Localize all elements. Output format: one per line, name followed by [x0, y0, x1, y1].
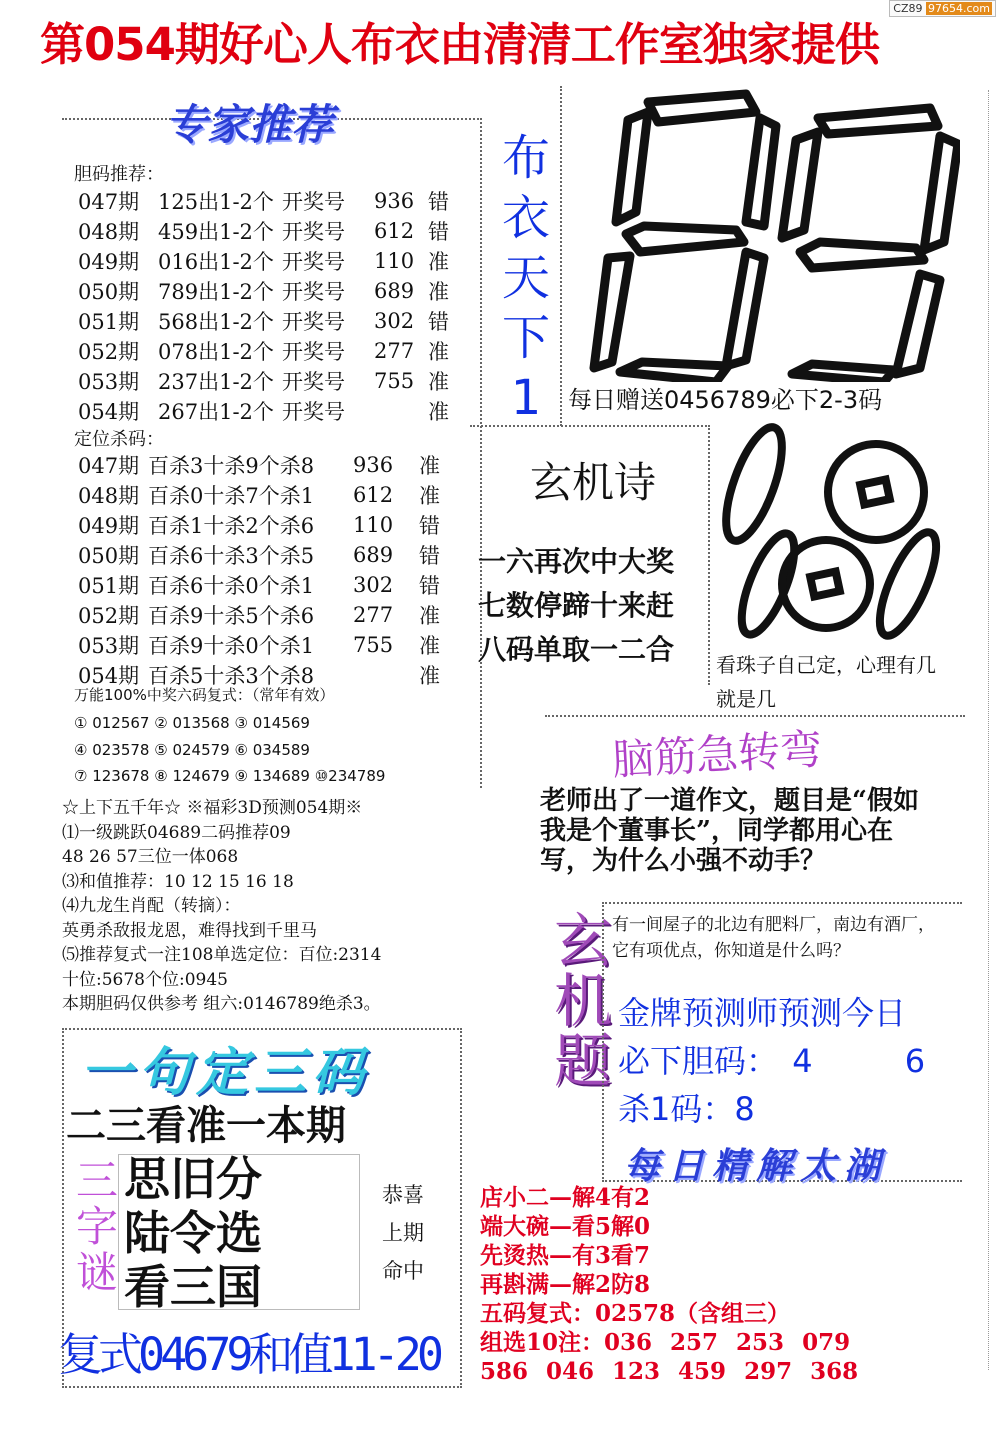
prediction-cell: 053期: [78, 370, 140, 394]
congrats-line: 上期: [382, 1221, 424, 1245]
taihu-wuma: 五码复式：02578（含组三）: [480, 1300, 791, 1327]
zuxuan-values: 586 046 123 459 297 368: [480, 1358, 859, 1385]
prediction-cell: 612: [353, 483, 394, 507]
prediction-cell: 准: [428, 250, 449, 274]
prediction-cell: 568出1-2个: [158, 310, 274, 334]
prediction-row: [78, 396, 468, 426]
sha-value: 8: [734, 1090, 755, 1128]
prediction-cell: 110: [353, 513, 394, 537]
prediction-cell: 开奖号: [282, 340, 345, 364]
prediction-cell: 开奖号: [282, 220, 345, 244]
digits-89-graphic: [560, 82, 960, 382]
prediction-cell: 百杀5十杀3个杀8: [148, 664, 315, 688]
prediction-cell: 百杀9十杀0个杀1: [148, 634, 315, 658]
prediction-cell: 错: [419, 544, 440, 568]
poem-line: 一六再次中大奖: [478, 545, 675, 578]
taihu-line: 先烫热—有3看7: [480, 1242, 651, 1269]
prediction-cell: 048期: [78, 484, 140, 508]
prediction-cell: 百杀9十杀5个杀6: [148, 604, 315, 628]
gold-title: 金牌预测师预测今日: [618, 994, 907, 1032]
prediction-cell: 开奖号: [282, 250, 345, 274]
prediction-cell: 准: [419, 454, 440, 478]
prediction-row: [78, 630, 459, 660]
wuqian-line: 本期胆码仅供参考 组六:0146789绝杀3。: [62, 994, 381, 1014]
wanneng-label: 万能100%中奖六码复式：（常年有效）: [74, 686, 335, 704]
bead-long: [715, 421, 794, 547]
prediction-row: [78, 600, 459, 630]
xuanji-ti-text: 有一间屋子的北边有肥料厂，南边有酒厂，它有项优点，你知道是什么吗？: [612, 915, 935, 961]
prediction-cell: 开奖号: [282, 400, 345, 424]
prediction-cell: 错: [428, 220, 449, 244]
prediction-row: [78, 276, 468, 306]
xuanji-poem-title: 玄机诗: [530, 458, 657, 507]
bead-long: [731, 527, 805, 641]
poem-line: 八码单取一二合: [478, 633, 675, 666]
prediction-cell: 048期: [78, 220, 140, 244]
zuxuan-label: 组选10注：: [480, 1329, 605, 1356]
prediction-cell: 准: [419, 484, 440, 508]
fushi-text: 复式04679和值11-20: [58, 1328, 439, 1381]
prediction-cell: 267出1-2个: [158, 400, 274, 424]
prediction-cell: 错: [419, 514, 440, 538]
prediction-cell: 050期: [78, 544, 140, 568]
bidan-row: [618, 1036, 925, 1082]
site-badge[interactable]: [889, 0, 996, 17]
prediction-cell: 错: [428, 310, 449, 334]
prediction-cell: 047期: [78, 190, 140, 214]
prediction-cell: 277: [353, 603, 394, 627]
beads-graphic: [708, 414, 968, 644]
wuqian-line: ⑴一级跳跃04689二码推荐09: [62, 822, 291, 843]
prediction-cell: 053期: [78, 634, 140, 658]
bidan-value: 6: [904, 1042, 926, 1080]
wanneng-line: ① 012567 ② 013568 ③ 014569: [74, 714, 310, 732]
wuqian-line: ⑸推荐复式一注108单选定位：百位:2314: [62, 945, 382, 965]
prediction-cell: 百杀6十杀0个杀1: [148, 574, 315, 598]
prediction-row: [78, 246, 468, 276]
prediction-cell: 302: [353, 573, 394, 597]
prediction-cell: 277: [374, 339, 415, 363]
prediction-row: [78, 336, 468, 366]
prediction-cell: 237出1-2个: [158, 370, 274, 394]
expert-title: 专家推荐: [165, 100, 334, 149]
prediction-row: [78, 510, 459, 540]
prediction-cell: 准: [428, 280, 449, 304]
wanneng-line: ④ 023578 ⑤ 024579 ⑥ 034589: [74, 740, 310, 759]
prediction-cell: 准: [428, 400, 449, 424]
sanzimi-label: 三字谜: [70, 1158, 119, 1296]
wuqian-line: 48 26 57三位一体068: [62, 847, 239, 867]
digit-9-outline: [782, 108, 958, 382]
congrats-lines: [382, 1176, 424, 1290]
prediction-row: [78, 186, 468, 216]
wuqian-line: ⑷九龙生肖配（转摘）：: [62, 896, 241, 916]
taihu-zuxuan: [480, 1328, 858, 1357]
wuqian-block: [62, 796, 381, 1017]
poem-line: 七数停蹄十来赶: [478, 589, 675, 622]
prediction-cell: 051期: [78, 574, 140, 598]
prediction-cell: 054期: [78, 400, 140, 424]
xuanji-ti-label: 玄机题: [544, 910, 612, 1090]
naojin-title: 脑筋急转弯: [610, 724, 824, 785]
buyi-vertical-text: 布衣天下1: [501, 130, 550, 426]
prediction-cell: 078出1-2个: [158, 340, 274, 364]
zhuzi-note: 看珠子自己定，心理有几就是几: [716, 653, 936, 711]
wanneng-list: [74, 710, 385, 790]
taihu-line: 再斟满—解2防8: [480, 1271, 651, 1298]
dingwei-table: [78, 450, 459, 690]
prediction-cell: 302: [374, 309, 415, 333]
congrats-line: 命中: [382, 1259, 424, 1283]
divider: [560, 86, 562, 426]
prediction-cell: 准: [428, 370, 449, 394]
prediction-cell: 047期: [78, 454, 140, 478]
dingwei-label: 定位杀码：: [74, 429, 164, 450]
wuqian-line: ☆上下五千年☆ ※福彩3D预测054期※: [62, 798, 363, 818]
prediction-cell: 612: [374, 219, 415, 243]
prediction-cell: 开奖号: [282, 370, 345, 394]
prediction-cell: 755: [353, 633, 394, 657]
prediction-cell: 049期: [78, 250, 140, 274]
congrats-line: 恭喜: [382, 1183, 424, 1207]
prediction-row: [78, 540, 459, 570]
prediction-cell: 错: [419, 574, 440, 598]
prediction-cell: 准: [419, 664, 440, 688]
bead-coin: [828, 444, 924, 540]
bead-coin: [782, 540, 870, 628]
prediction-cell: 049期: [78, 514, 140, 538]
prediction-cell: 准: [419, 604, 440, 628]
prediction-cell: 016出1-2个: [158, 250, 274, 274]
prediction-row: [78, 366, 468, 396]
coin-hole: [860, 480, 890, 505]
prediction-cell: 准: [419, 634, 440, 658]
riddle-lines: [124, 1152, 262, 1314]
prediction-cell: 开奖号: [282, 280, 345, 304]
taihu-line: 端大碗—看5解0: [480, 1213, 651, 1240]
prediction-cell: 054期: [78, 664, 140, 688]
wanneng-line: ⑦ 123678 ⑧ 124679 ⑨ 134689 ⑩234789: [74, 767, 386, 785]
riddle-line: 陆令选: [124, 1206, 262, 1260]
site-badge-prefix: CZ89: [893, 2, 923, 15]
prediction-cell: 050期: [78, 280, 140, 304]
prediction-cell: 百杀0十杀7个杀1: [148, 484, 315, 508]
prediction-row: [78, 480, 459, 510]
bidan-value: 4: [792, 1042, 813, 1080]
prediction-cell: 百杀6十杀3个杀5: [148, 544, 315, 568]
prediction-cell: 051期: [78, 310, 140, 334]
digit-8-outline: [594, 94, 776, 382]
prediction-row: [78, 306, 468, 336]
taihu-title: 每日精解太湖: [624, 1146, 889, 1187]
prediction-cell: 开奖号: [282, 310, 345, 334]
riddle-line: 思旧分: [124, 1152, 262, 1206]
wuqian-line: 十位:5678个位:0945: [62, 969, 228, 990]
sha-row: [618, 1084, 755, 1130]
taihu-line: 店小二—解4有2: [480, 1184, 651, 1211]
prediction-cell: 755: [374, 369, 415, 393]
prediction-cell: 125出1-2个: [158, 190, 274, 214]
wuqian-line: 英勇杀敌报龙恩，难得找到千里马: [62, 920, 317, 941]
divider: [988, 90, 989, 1370]
prediction-cell: [374, 396, 428, 426]
bidan-label: 必下胆码：: [618, 1042, 779, 1080]
yiju-title: 一句定三码: [80, 1043, 371, 1103]
prediction-cell: 052期: [78, 340, 140, 364]
wuqian-line: ⑶和值推荐：10 12 15 16 18: [62, 871, 294, 892]
prediction-cell: [353, 660, 419, 690]
xuanji-poem-lines: [478, 540, 674, 672]
taihu-lines: [480, 1183, 858, 1386]
naojin-text: 老师出了一道作文，题目是“假如我是个董事长”，同学都用心在写，为什么小强不动手？: [540, 786, 919, 876]
site-badge-domain: 97654.com: [928, 2, 990, 15]
prediction-cell: 936: [353, 453, 394, 477]
zuxuan-values: 036 257 253 079: [604, 1329, 851, 1356]
prediction-cell: 百杀1十杀2个杀6: [148, 514, 315, 538]
prediction-cell: 459出1-2个: [158, 220, 274, 244]
sha-label: 杀1码：: [618, 1090, 735, 1128]
prediction-cell: 准: [428, 340, 449, 364]
riddle-line: 看三国: [124, 1260, 262, 1314]
prediction-row: [78, 570, 459, 600]
yiju-subtitle: 二三看准一本期: [66, 1103, 346, 1149]
page-title: 第054期好心人布衣由清清工作室独家提供: [40, 18, 879, 71]
prediction-cell: 110: [374, 249, 415, 273]
prediction-cell: 789出1-2个: [158, 280, 274, 304]
prediction-row: [78, 450, 459, 480]
danma-table: [78, 186, 468, 426]
prediction-cell: 052期: [78, 604, 140, 628]
prediction-cell: 689: [353, 543, 394, 567]
prediction-cell: 错: [428, 190, 449, 214]
prediction-row: [78, 216, 468, 246]
gift-text: 每日赠送0456789必下2-3码: [568, 386, 883, 414]
danma-label: 胆码推荐：: [74, 164, 164, 185]
buyi-vertical: [500, 128, 560, 428]
prediction-cell: 百杀3十杀9个杀8: [148, 454, 315, 478]
prediction-cell: 689: [374, 279, 415, 303]
coin-hole: [810, 572, 840, 597]
prediction-cell: 936: [374, 189, 415, 213]
prediction-cell: 开奖号: [282, 190, 345, 214]
